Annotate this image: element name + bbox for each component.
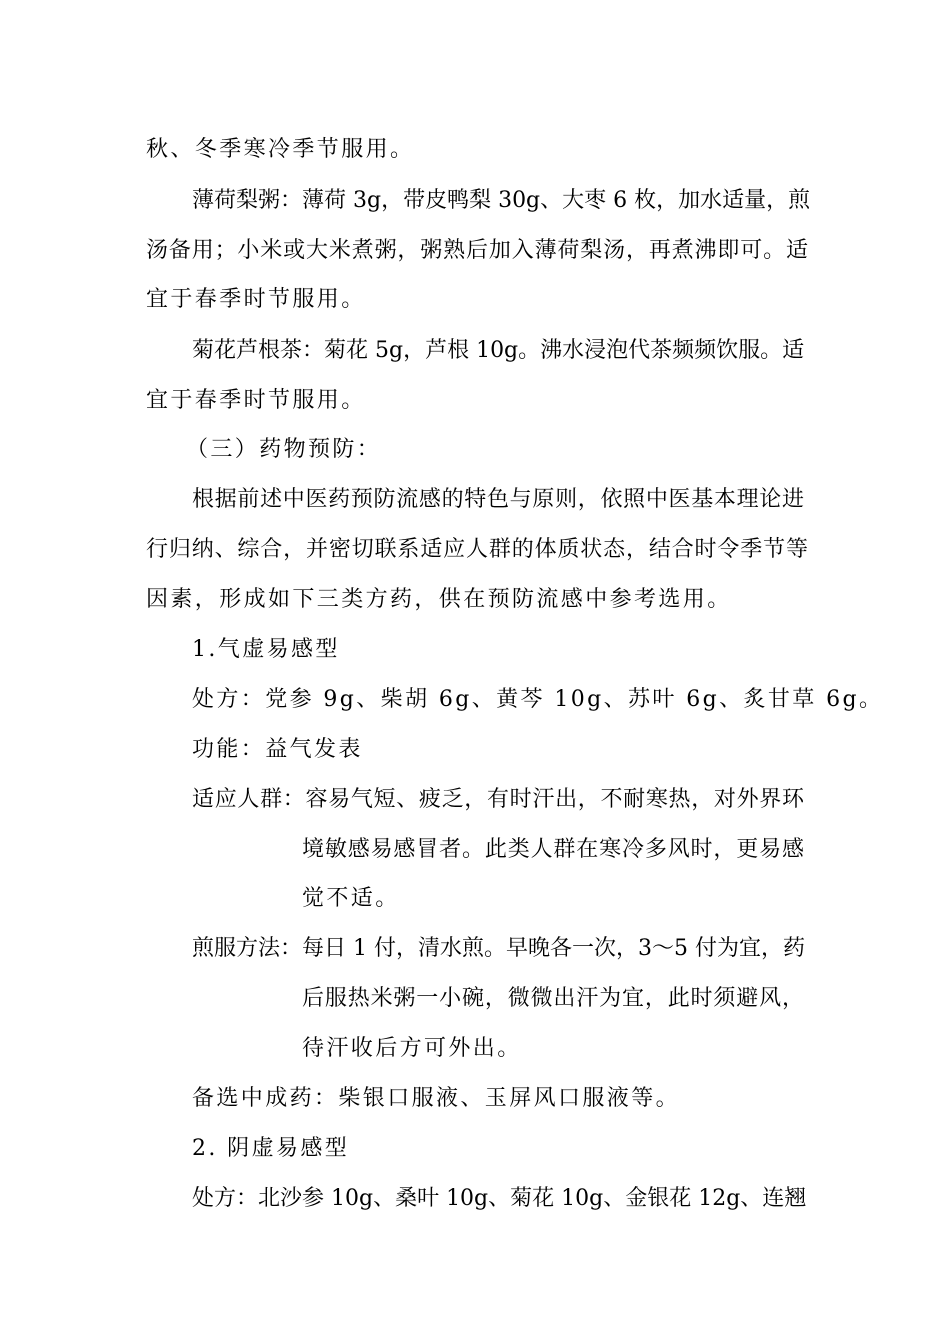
text-line: 备选中成药：柴银口服液、玉屏风口服液等。 [192, 1086, 681, 1111]
text-line: 因素，形成如下三类方药，供在预防流感中参考选用。 [146, 587, 732, 612]
text-line: 煎服方法：每日 1 付，清水煎。早晚各一次，3～5 付为宜，药 [192, 936, 805, 961]
text-line: 处方：北沙参 10g、桑叶 10g、菊花 10g、金银花 12g、连翘 [192, 1186, 807, 1211]
text-line: 薄荷梨粥：薄荷 3g，带皮鸭梨 30g、大枣 6 枚，加水适量，煎 [192, 188, 811, 213]
subsection-heading: 1.气虚易感型 [192, 637, 340, 662]
text-line: 汤备用；小米或大米煮粥，粥熟后加入薄荷梨汤，再煮沸即可。适 [146, 238, 808, 263]
text-line: 适应人群：容易气短、疲乏，有时汗出，不耐寒热，对外界环 [192, 787, 804, 812]
text-line: 处方：党参 9g、柴胡 6g、黄芩 10g、苏叶 6g、炙甘草 6g。 [192, 687, 884, 712]
subsection-heading: 2. 阴虚易感型 [192, 1136, 350, 1161]
text-line: 宜于春季时节服用。 [146, 388, 366, 413]
section-heading: （三）药物预防： [186, 437, 382, 462]
text-line: 境敏感易感冒者。此类人群在寒冷多风时，更易感 [302, 837, 804, 862]
text-line: 待汗收后方可外出。 [302, 1036, 522, 1061]
text-line: 觉不适。 [302, 886, 400, 911]
text-line: 后服热米粥一小碗，微微出汗为宜，此时须避风， [302, 986, 804, 1011]
text-line: 功能：益气发表 [192, 737, 363, 762]
text-line: 菊花芦根茶：菊花 5g，芦根 10g。沸水浸泡代茶频频饮服。适 [192, 338, 805, 363]
text-line: 行归纳、综合，并密切联系适应人群的体质状态，结合时令季节等 [146, 537, 808, 562]
text-line: 秋、冬季寒冷季节服用。 [146, 137, 415, 162]
text-line: 宜于春季时节服用。 [146, 287, 366, 312]
text-line: 根据前述中医药预防流感的特色与原则，依照中医基本理论进 [192, 487, 804, 512]
